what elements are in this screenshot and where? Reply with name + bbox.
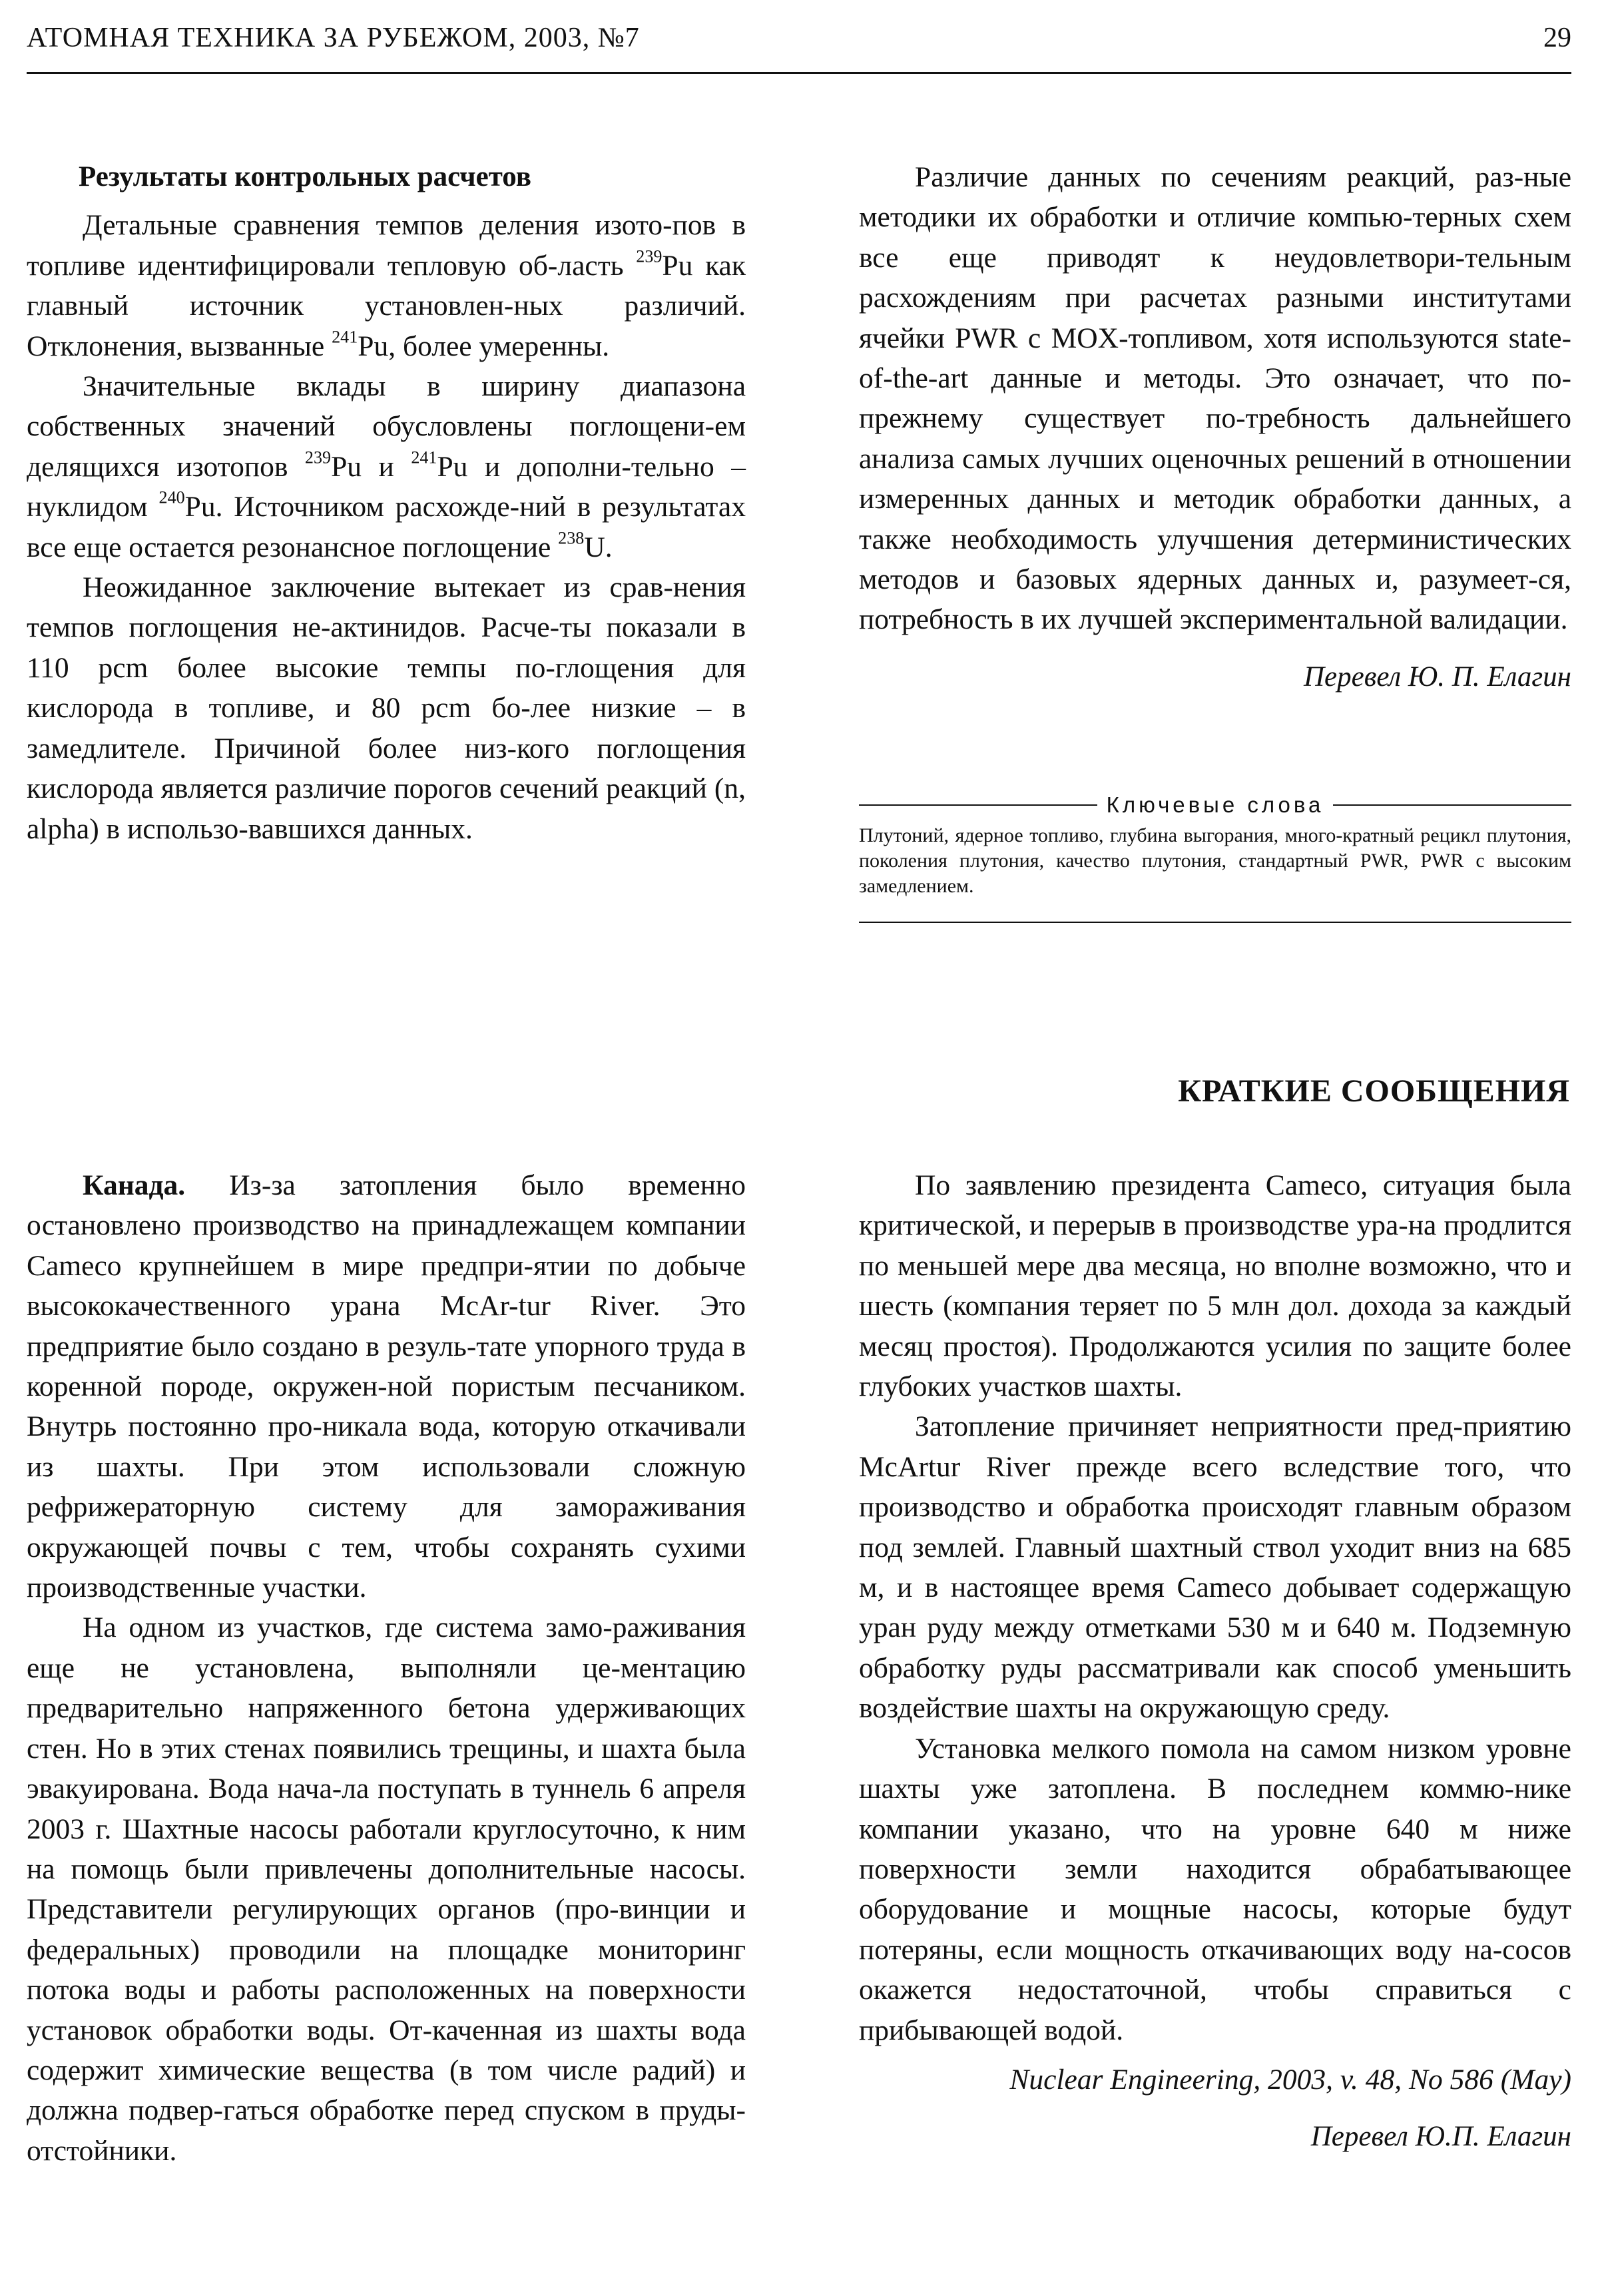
country-lead: Канада. [83,1169,186,1201]
keywords-title: Ключевые слова [1106,792,1324,817]
paragraph: Неожиданное заключение вытекает из срав-нения темпов поглощения не-актинидов. Расче-ты показали в 110 pcm более высокие темпы по-глощения для кислорода в топливе, и 80 pcm бо-лее низкие – в замедлителе. Причиной более низ-кого поглощения кислорода является различие порогов сечений реакций (n, alpha) в использо-вавшихся данных. [27,571,746,845]
paragraph: На одном из участков, где система замо-раживания еще не установлена, выполняли це-ментацию предварительно напряженного бетона удерживающих стен. Но в этих стенах появились трещины, и шахта была эвакуирована. Вода нача-ла поступать в туннель 6 апреля 2003 г. Шахтные насосы работали круглосуточно, к ним на помощь были привлечены дополнительные насосы. Представители регулирующих органов (про-винции и федеральных) проводили на площадке мониторинг потока воды и работы расположенных на поверхности установок обработки воды. От-каченная из шахты вода содержит химические вещества (в том числе радий) и должна подвер-гаться обработке перед спуском в пруды-отстойники. [27,1611,746,2167]
header-rule [27,72,1571,74]
keywords-box [859,792,1571,923]
page-header [0,0,1598,67]
keywords-rule-bottom [859,922,1571,923]
section-title: КРАТКИЕ СООБЩЕНИЯ [1178,1073,1570,1109]
paragraph: Канада. Из-за затопления было временно остановлено производство на принадлежащем компании Cameco крупнейшем в мире предпри-ятии по добыче высококачественного урана McAr-tur River. Это предприятие было создано в резуль-тате упорного труда в коренной породе, окружен-ной пористым песчаником. Внутрь постоянно про-никала вода, которую откачивали из шахты. При этом использовали сложную рефрижераторную систему для замораживания окружающей почвы с тем, чтобы сохранять сухими производственные участки. [27,1169,746,1604]
source-citation: Nuclear Engineering, 2003, v. 48, No 586 (May) [1009,2063,1571,2096]
translator-signature: Перевел Ю.П. Елагин [1310,2121,1571,2153]
paragraph: Значительные вклады в ширину диапазона собственных значений обусловлены поглощени-ем делящихся изотопов $^{239}$Pu и $^{241}$Pu и дополни-тельно – нуклидом $^{240}$Pu. Источником расхожде-ний в результатах все еще остается резонансное поглощение $^{238}$U. [27,370,746,563]
left-column-bottom [27,1165,746,2171]
paragraph: Затопление причиняет неприятности пред-приятию McArtur River прежде всего вследствие того, что производство и обработка происходят главным образом под землей. Главный шахтный ствол уходит вниз на 685 м, и в настоящее время Cameco добывает содержащую уран руду между отметками 530 м и 640 м. Подземную обработку руды рассматривали как способ уменьшить воздействие шахты на окружающую среду. [859,1410,1571,1725]
keywords-rule-left [859,804,1097,806]
paragraph: Установка мелкого помола на самом низком уровне шахты уже затоплена. В последнем коммю-нике компании указано, что на уровне 640 м ниже поверхности земли находится обрабатывающее оборудование и мощные насосы, которые будут потеряны, если мощность откачивающих воду на-сосов окажется недостаточной, чтобы справиться с прибывающей водой. [859,1732,1571,2046]
translator-signature: Перевел Ю. П. Елагин [1304,661,1571,693]
page-number: 29 [1543,23,1571,53]
paragraph: Различие данных по сечениям реакций, раз-ные методики их обработки и отличие компью-терных схем все еще приводят к неудовлетвори-тельным расхождениям при расчетах разными институтами ячейки PWR с MOX-топливом, хотя используются state-of-the-art данные и методы. Это означает, что по-прежнему существует по-требность дальнейшего анализа самых лучших оценочных решений в отношении измеренных данных и методик обработки данных, а также необходимость улучшения детерминистических методов и базовых ядерных данных и, разумеет-ся, потребность в их лучшей экспериментальной валидации. [859,161,1571,636]
keywords-rule-right [1333,804,1571,806]
section-heading: Результаты контрольных расчетов [79,161,531,192]
paragraph: Детальные сравнения темпов деления изото-пов в топливе идентифицировали тепловую об-ласть $^{239}$Pu как главный источник установлен-ных различий. Отклонения, вызванные $^{241}$Pu, более умеренны. [27,209,746,362]
right-column-bottom [859,1165,1571,2157]
left-column-top [27,157,746,849]
keywords-text: Плутоний, ядерное топливо, глубина выгорания, много-кратный рецикл плутония, поколения плутония, качество плутония, стандартный PWR, PWR с высоким замедлением. [859,824,1571,897]
paragraph: По заявлению президента Cameco, ситуация была критической, и перерыв в производстве ура-на продлится по меньшей мере два месяца, но вполне возможно, что и шесть (компания теряет по 5 млн дол. дохода за каждый месяц простоя). Продолжаются усилия по защите более глубоких участков шахты. [859,1169,1571,1403]
right-column-top [859,157,1571,697]
running-title: АТОМНАЯ ТЕХНИКА ЗА РУБЕЖОМ, 2003, №7 [27,23,640,53]
